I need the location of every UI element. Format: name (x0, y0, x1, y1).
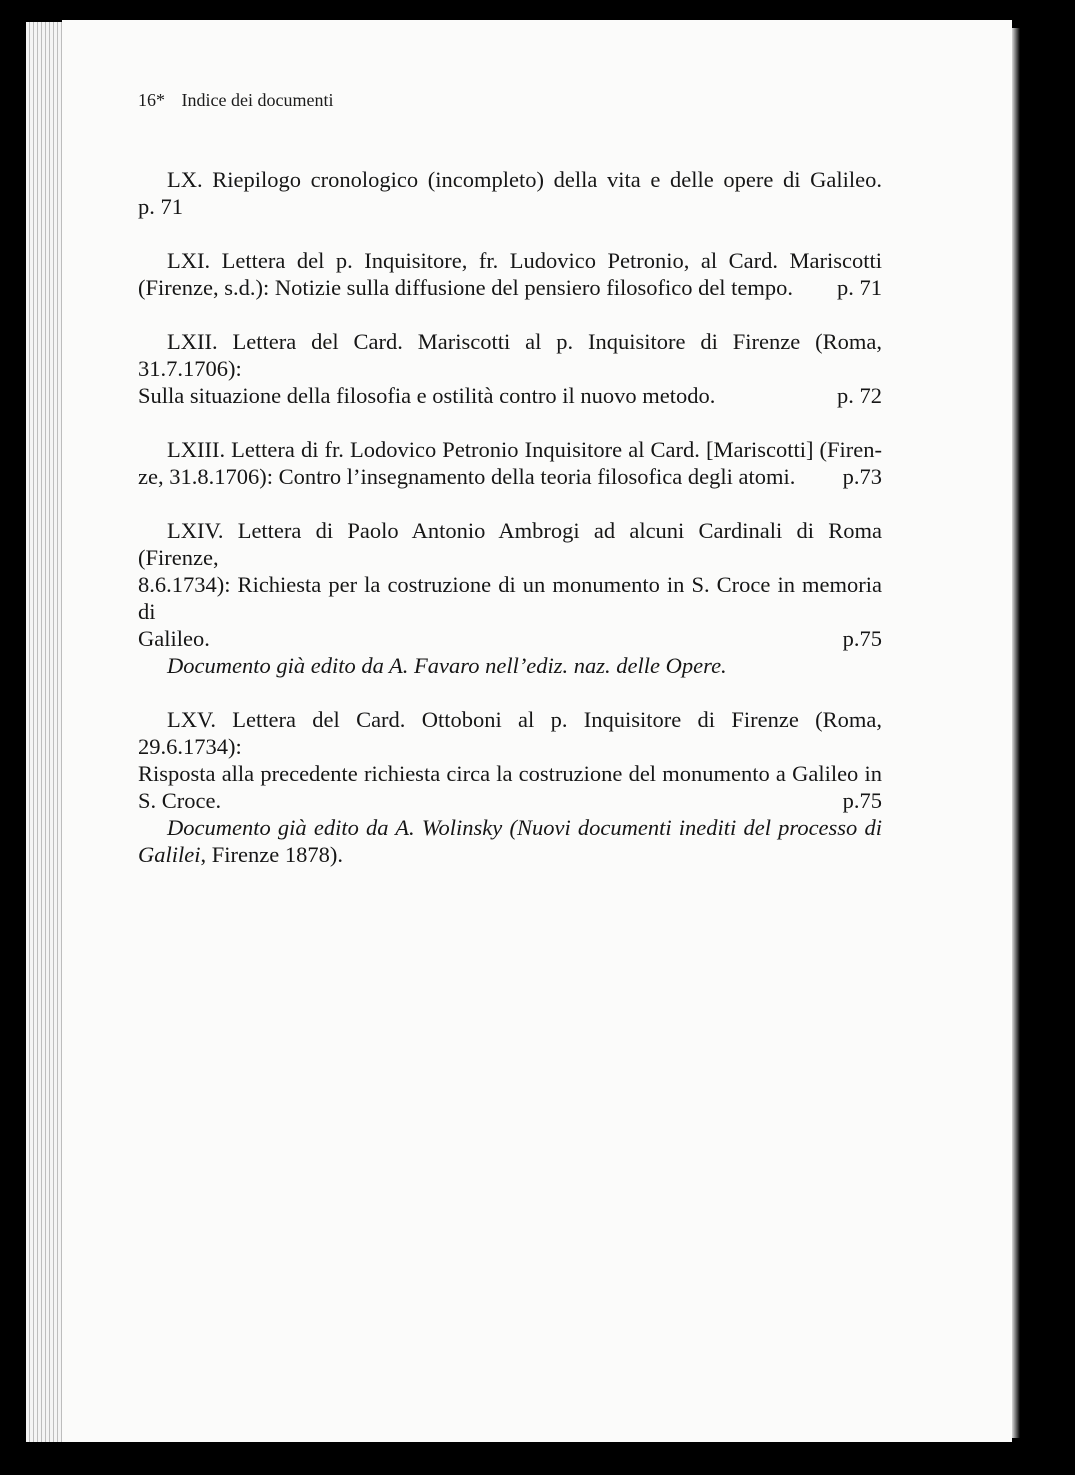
index-entry-lx (138, 166, 882, 220)
index-entry-lxi (138, 247, 882, 301)
edition-note-title: Galilei (138, 842, 201, 867)
entry-line: LXII. Lettera del Card. Mariscotti al p. Inquisitore di Firenze (Roma, 31.7.1706): (138, 329, 882, 381)
entry-line: LX. Riepilogo cronologico (incompleto) della vita e delle opere di Galileo. (167, 167, 882, 192)
page-shadow (1012, 28, 1020, 1438)
entry-line: LXIII. Lettera di fr. Lodovico Petronio Inquisitore al Card. [Mariscotti] (Firen- (167, 437, 882, 462)
entry-line: Risposta alla precedente richiesta circa la costruzione del monumento a Galileo in (138, 761, 882, 786)
entry-line: LXV. Lettera del Card. Ottoboni al p. Inquisitore di Firenze (Roma, 29.6.1734): (138, 707, 882, 759)
page-reference: p. 71 (138, 194, 183, 219)
entry-line-with-ref (138, 274, 882, 301)
entry-line: ze, 31.8.1706): Contro l’insegnamento della teoria filosofica degli atomi. (138, 464, 796, 489)
edition-note-line: Documento già edito da A. Wolinsky (Nuovi documenti inediti del processo di (167, 815, 882, 840)
entry-line-with-ref (138, 382, 882, 409)
page-reference: p.73 (842, 464, 882, 489)
entry-line: Sulla situazione della filosofia e ostilità contro il nuovo metodo. (138, 383, 716, 408)
entry-line-with-ref (138, 787, 882, 814)
entry-line: LXIV. Lettera di Paolo Antonio Ambrogi ad alcuni Cardinali di Roma (Firenze, (138, 518, 882, 570)
entry-line: (Firenze, s.d.): Notizie sulla diffusione del pensiero filosofico del tempo. (138, 275, 794, 300)
entry-line: LXI. Lettera del p. Inquisitore, fr. Ludovico Petronio, al Card. Mariscotti (167, 248, 882, 273)
entry-line: S. Croce. (138, 788, 222, 813)
edition-note: Documento già edito da A. Favaro nell’ediz. naz. delle Opere. (167, 653, 727, 678)
entry-line: 8.6.1734): Richiesta per la costruzione di un monumento in S. Croce in memoria di (138, 572, 882, 624)
entry-line-with-ref (138, 463, 882, 490)
entry-line-with-ref (138, 625, 882, 652)
header-title: Indice dei documenti (181, 90, 334, 110)
edition-note-place: , Firenze 1878). (200, 842, 343, 867)
page-reference: p. 72 (837, 383, 882, 408)
edition-note-line (138, 841, 882, 868)
index-entry-lxiii (138, 436, 882, 490)
document-index (138, 166, 882, 895)
page-number: 16* (138, 90, 165, 110)
page-edges (26, 22, 66, 1442)
page-reference: p.75 (842, 788, 882, 813)
page-reference: p.75 (842, 626, 882, 651)
index-entry-lxii (138, 328, 882, 409)
entry-line: Galileo. (138, 626, 210, 651)
page-reference: p. 71 (837, 275, 882, 300)
index-entry-lxv (138, 706, 882, 868)
index-entry-lxiv (138, 517, 882, 679)
entry-text (138, 166, 882, 220)
running-header (138, 90, 333, 111)
